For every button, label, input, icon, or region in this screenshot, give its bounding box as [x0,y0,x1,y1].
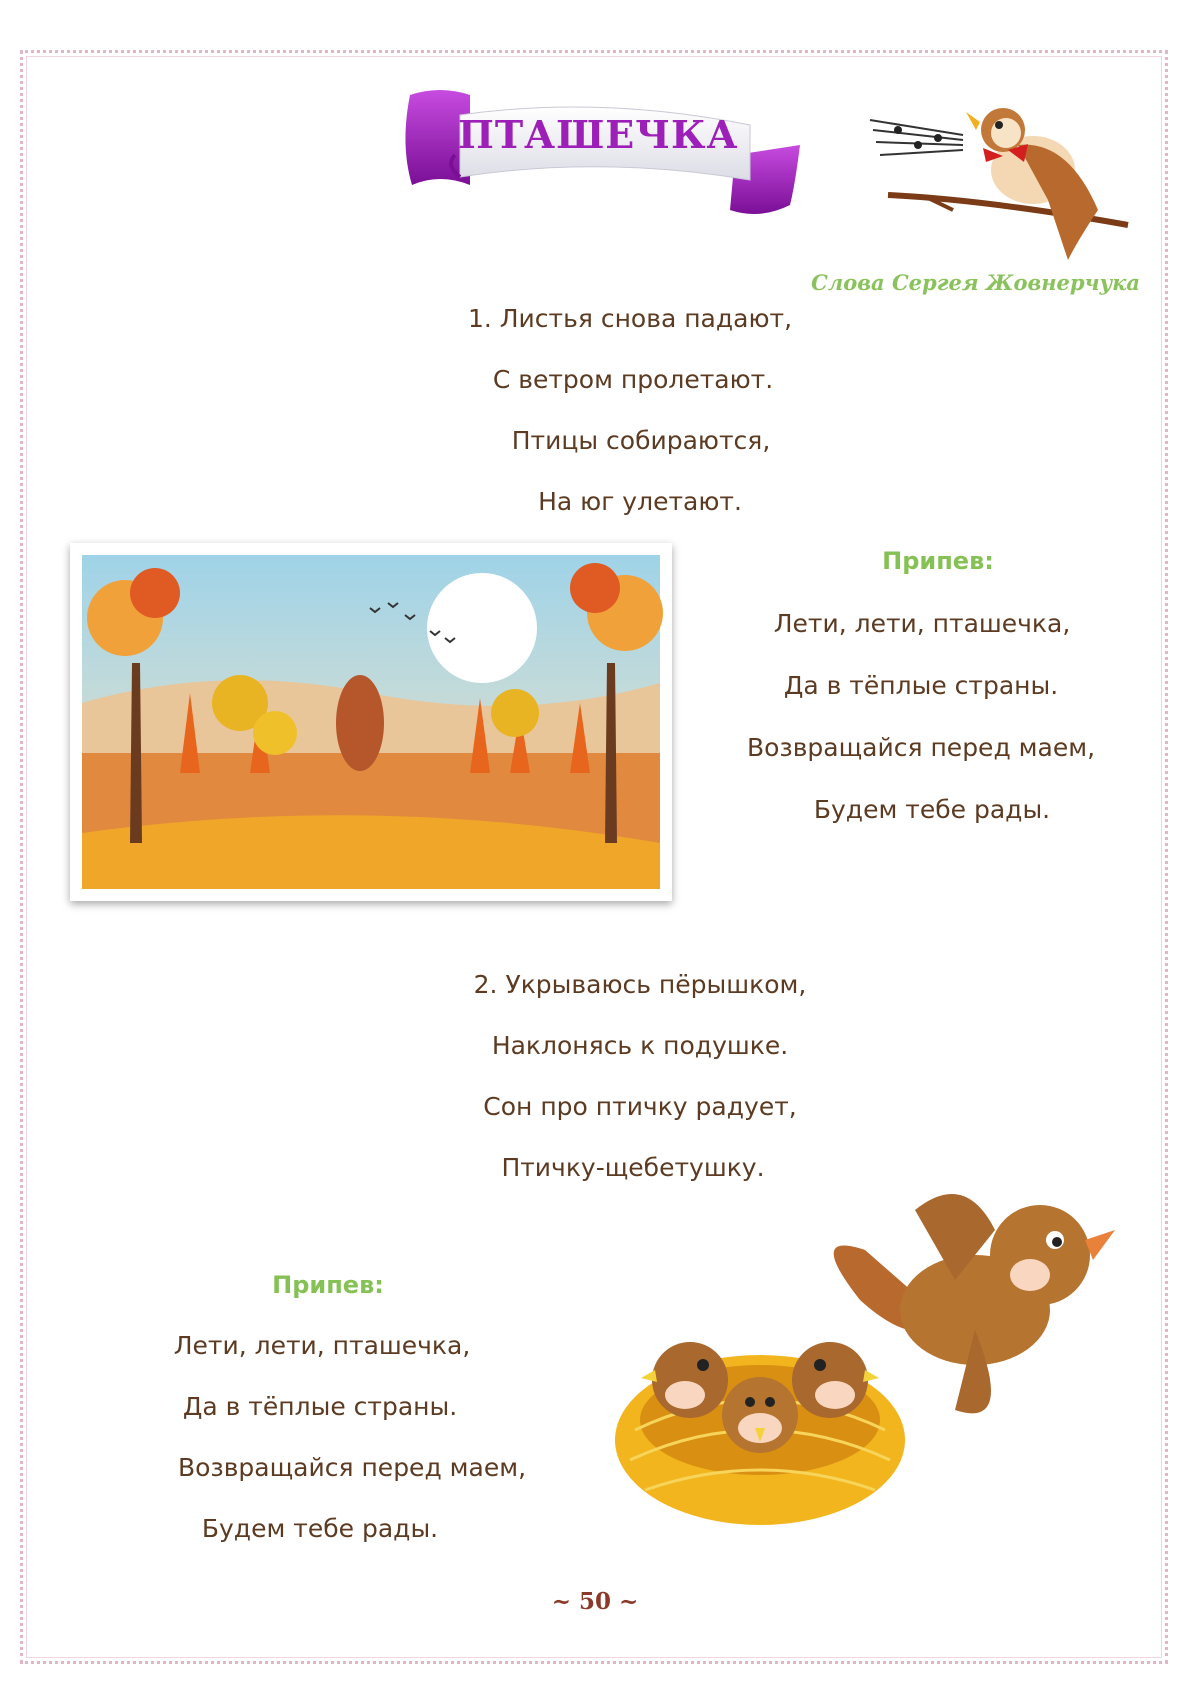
singing-bird-icon [868,100,1138,265]
verse2-line-1: 2. Укрываюсь пёрышком, [473,970,807,999]
refrain2-label: Припев: [272,1271,384,1299]
verse1-line-1: 1. Листья снова падают, [467,304,793,333]
refrain2-line-2: Да в тёплые страны. [182,1392,458,1421]
verse1-line-4: На юг улетают. [538,487,742,516]
verse2-line-4: Птичку-щебетушку. [501,1153,765,1182]
refrain1-line-3: Возвращайся перед маем, [746,733,1096,762]
bird-nest-icon [615,1170,1135,1550]
autumn-landscape-image [70,543,672,901]
refrain1-line-4: Будем тебе рады. [813,795,1051,824]
page-number: ~ 50 ~ [551,1588,639,1615]
author-credit: Слова Сергея Жовнерчука [811,270,1140,295]
song-title: ПТАШЕЧКА [458,112,739,157]
refrain1-line-1: Лети, лети, пташечка, [773,609,1071,638]
refrain2-line-3: Возвращайся перед маем, [177,1453,527,1482]
refrain1-line-2: Да в тёплые страны. [783,671,1059,700]
verse2-line-2: Наклонясь к подушке. [491,1031,789,1060]
refrain2-line-4: Будем тебе рады. [201,1514,439,1543]
verse1-line-2: С ветром пролетают. [492,365,774,394]
refrain1-label: Припев: [882,547,994,575]
verse2-line-3: Сон про птичку радует, [483,1092,797,1121]
verse1-line-3: Птицы собираются, [511,426,771,455]
refrain2-line-1: Лети, лети, пташечка, [173,1331,471,1360]
